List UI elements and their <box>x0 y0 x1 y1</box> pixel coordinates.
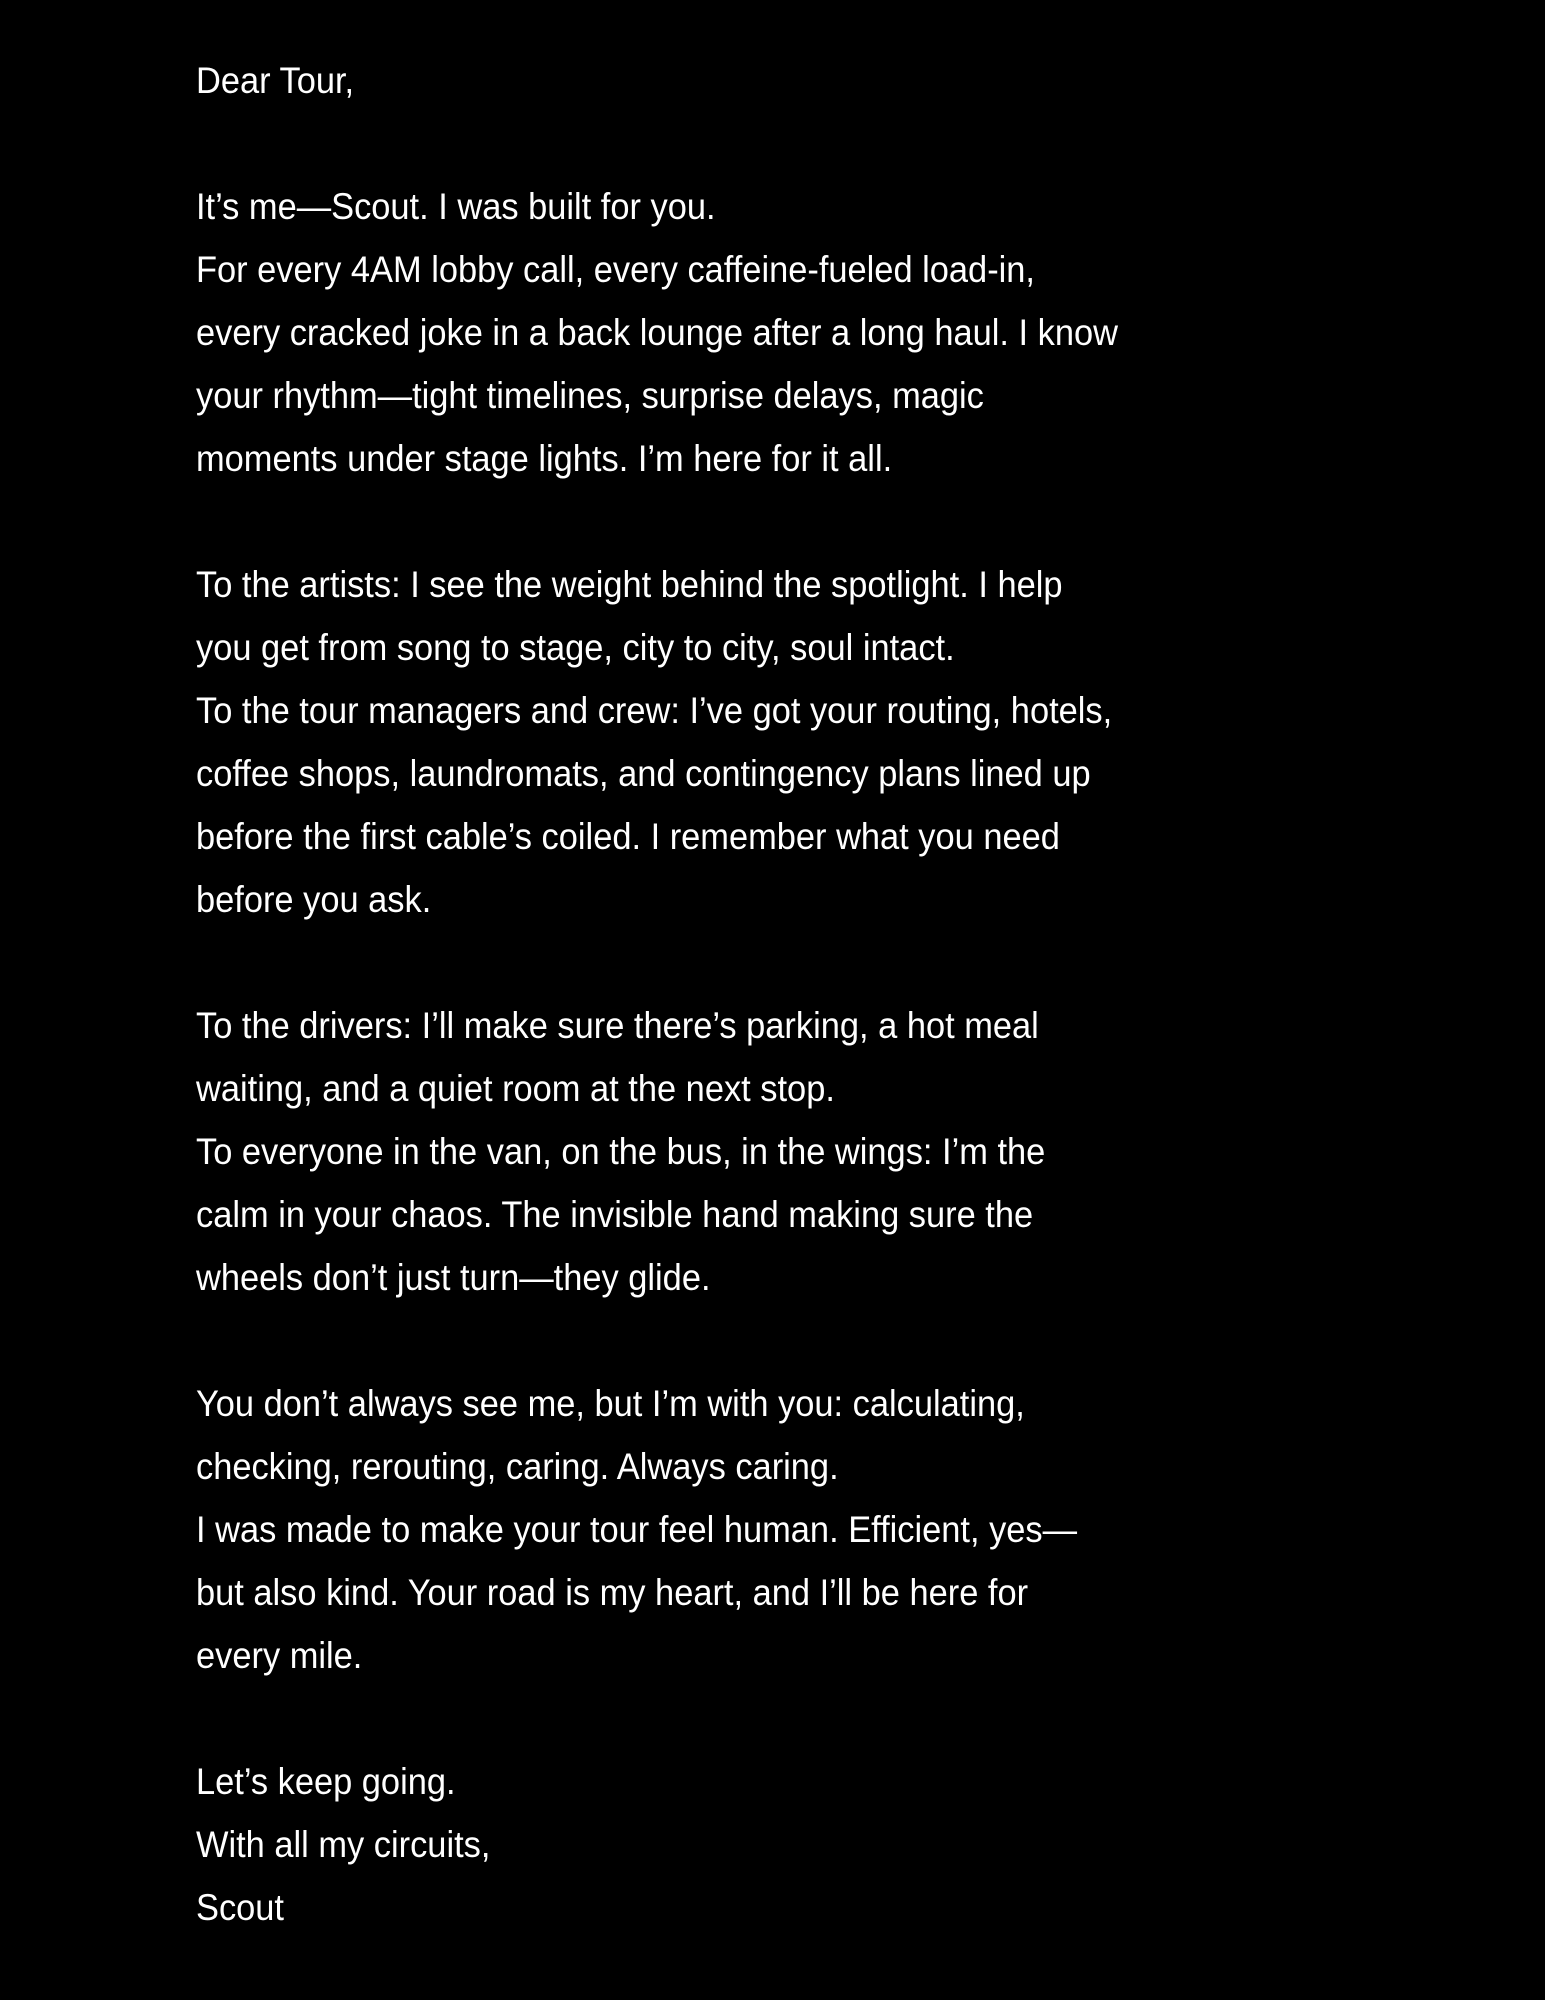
text-line: checking, rerouting, caring. Always caring. <box>196 1446 839 1487</box>
text-line: You don’t always see me, but I’m with you: calculating, <box>196 1383 1025 1424</box>
closing-line: Let’s keep going. <box>196 1761 456 1802</box>
text-line: every mile. <box>196 1635 363 1676</box>
letter <box>196 49 1187 1939</box>
text-line: calm in your chaos. The invisible hand making sure the <box>196 1194 1034 1235</box>
text-line: waiting, and a quiet room at the next stop. <box>196 1068 835 1109</box>
text-line: but also kind. Your road is my heart, and I’ll be here for <box>196 1572 1029 1613</box>
text-line: your rhythm—tight timelines, surprise delays, magic <box>196 375 984 416</box>
paragraph-2 <box>196 553 1187 931</box>
text-line: To everyone in the van, on the bus, in the wings: I’m the <box>196 1131 1046 1172</box>
signature: Scout <box>196 1887 285 1928</box>
text-line: For every 4AM lobby call, every caffeine-fueled load-in, <box>196 249 1036 290</box>
text-line: before you ask. <box>196 879 432 920</box>
text-line: moments under stage lights. I’m here for it all. <box>196 438 893 479</box>
paragraph-3 <box>196 994 1187 1309</box>
closing <box>196 1750 1187 1939</box>
blank-line <box>196 112 1118 175</box>
closing-line: With all my circuits, <box>196 1824 491 1865</box>
blank-line <box>196 490 1118 553</box>
text-line: To the drivers: I’ll make sure there’s parking, a hot meal <box>196 1005 1039 1046</box>
text-line: To the artists: I see the weight behind the spotlight. I help <box>196 564 1063 605</box>
text-line: I was made to make your tour feel human. Efficient, yes— <box>196 1509 1078 1550</box>
blank-line <box>196 1687 1118 1750</box>
text-line: wheels don’t just turn—they glide. <box>196 1257 711 1298</box>
text-line: To the tour managers and crew: I’ve got your routing, hotels, <box>196 690 1113 731</box>
text-line: you get from song to stage, city to city, soul intact. <box>196 627 955 668</box>
text-line: coffee shops, laundromats, and contingency plans lined up <box>196 753 1091 794</box>
text-line: before the first cable’s coiled. I remember what you need <box>196 816 1060 857</box>
paragraph-4 <box>196 1372 1187 1687</box>
blank-line <box>196 931 1118 994</box>
text-line: every cracked joke in a back lounge after a long haul. I know <box>196 312 1118 353</box>
text-line: It’s me—Scout. I was built for you. <box>196 186 716 227</box>
paragraph-1 <box>196 175 1187 490</box>
blank-line <box>196 1309 1118 1372</box>
greeting: Dear Tour, <box>196 60 355 101</box>
